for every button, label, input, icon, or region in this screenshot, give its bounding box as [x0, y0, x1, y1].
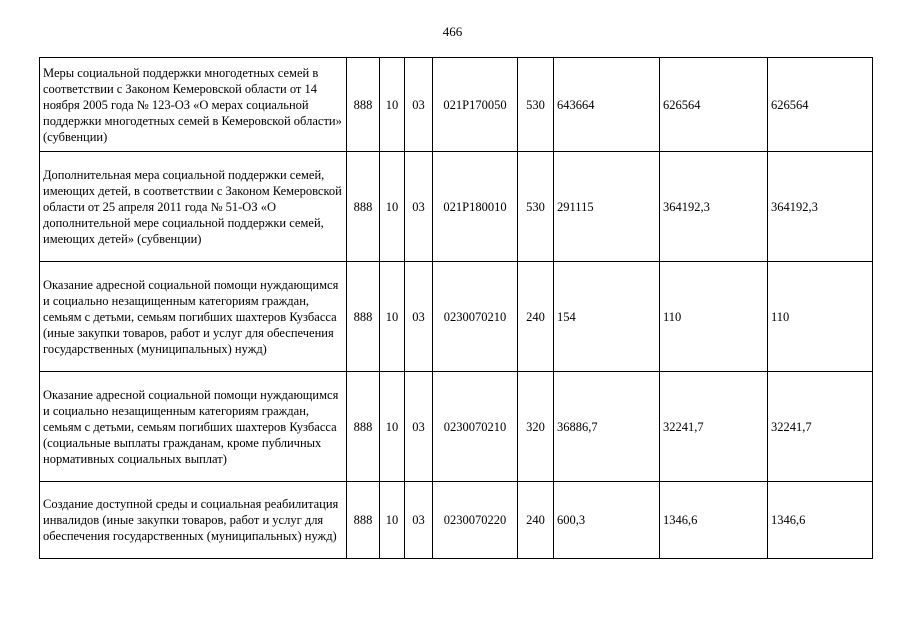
subsection-code: 03 — [405, 482, 433, 559]
ministry-code: 888 — [347, 152, 380, 262]
section-code: 10 — [380, 482, 405, 559]
ministry-code: 888 — [347, 58, 380, 152]
ministry-code: 888 — [347, 262, 380, 372]
target-article-code: 021P170050 — [433, 58, 518, 152]
ministry-code: 888 — [347, 482, 380, 559]
expense-type-code: 530 — [518, 152, 554, 262]
sum-year-3: 626564 — [768, 58, 873, 152]
subsection-code: 03 — [405, 58, 433, 152]
subsection-code: 03 — [405, 372, 433, 482]
sum-year-3: 364192,3 — [768, 152, 873, 262]
row-description: Создание доступной среды и социальная реабилитация инвалидов (иные закупки товаров, работ и услуг для обеспечения государственных (муниципальных) нужд) — [40, 482, 347, 559]
expense-type-code: 320 — [518, 372, 554, 482]
sum-year-2: 1346,6 — [660, 482, 768, 559]
sum-year-2: 32241,7 — [660, 372, 768, 482]
row-description: Оказание адресной социальной помощи нуждающимся и социально незащищенным категориям граждан, семьям с детьми, семьям погибших шахтеров Кузбасса (иные закупки товаров, работ и услуг для обеспечения государственных (муниципальных) нужд) — [40, 262, 347, 372]
expense-type-code: 240 — [518, 262, 554, 372]
section-code: 10 — [380, 372, 405, 482]
target-article-code: 0230070220 — [433, 482, 518, 559]
section-code: 10 — [380, 152, 405, 262]
subsection-code: 03 — [405, 262, 433, 372]
row-description: Оказание адресной социальной помощи нуждающимся и социально незащищенным категориям граждан, семьям с детьми, семьям погибших шахтеров Кузбасса (социальные выплаты гражданам, кроме публичных нормативных социальных выплат) — [40, 372, 347, 482]
page-number: 466 — [442, 24, 463, 39]
sum-year-2: 626564 — [660, 58, 768, 152]
target-article-code: 021P180010 — [433, 152, 518, 262]
table-row — [40, 372, 873, 482]
sum-year-2: 110 — [660, 262, 768, 372]
table-row — [40, 262, 873, 372]
sum-year-1: 36886,7 — [554, 372, 660, 482]
target-article-code: 0230070210 — [433, 262, 518, 372]
section-code: 10 — [380, 58, 405, 152]
sum-year-3: 32241,7 — [768, 372, 873, 482]
expense-type-code: 530 — [518, 58, 554, 152]
sum-year-1: 291115 — [554, 152, 660, 262]
table-row — [40, 58, 873, 152]
expense-type-code: 240 — [518, 482, 554, 559]
budget-table — [39, 57, 873, 559]
sum-year-3: 1346,6 — [768, 482, 873, 559]
section-code: 10 — [380, 262, 405, 372]
sum-year-3: 110 — [768, 262, 873, 372]
sum-year-1: 643664 — [554, 58, 660, 152]
row-description: Меры социальной поддержки многодетных семей в соответствии с Законом Кемеровской области от 14 ноября 2005 года № 123-ОЗ «О мерах социальной поддержки многодетных семей в Кемеровской области» (субвенции) — [40, 58, 347, 152]
target-article-code: 0230070210 — [433, 372, 518, 482]
table-row — [40, 152, 873, 262]
sum-year-2: 364192,3 — [660, 152, 768, 262]
ministry-code: 888 — [347, 372, 380, 482]
sum-year-1: 600,3 — [554, 482, 660, 559]
table-row — [40, 482, 873, 559]
row-description: Дополнительная мера социальной поддержки семей, имеющих детей, в соответствии с Законом Кемеровской области от 25 апреля 2011 года № 51-ОЗ «О дополнительной мере социальной поддержки семей, имеющих детей» (субвенции) — [40, 152, 347, 262]
sum-year-1: 154 — [554, 262, 660, 372]
subsection-code: 03 — [405, 152, 433, 262]
